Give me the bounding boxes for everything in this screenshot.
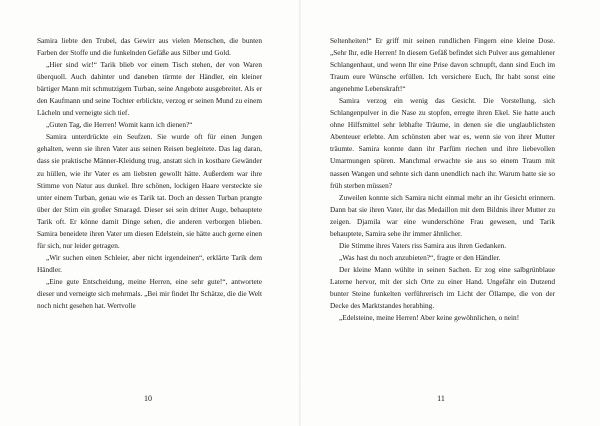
paragraph: Zuweilen konnte sich Samira nicht einmal mehr an ihr Gesicht erinnern. Dann bat sie ihren Vater, ihr das Medaillon mit dem Bildnis ihrer Mutter zu zeigen. Djamila war eine wunderschöne Frau gewesen, und Tarik behauptete, Samira sehe ihr immer ähnlicher.: [330, 192, 555, 238]
book-gutter: [299, 0, 301, 426]
paragraph: Seltenheiten!“ Er griff mit seinen rundlichen Fingern eine kleine Dose. „Sehr Ihr, edle Herren! In diesem Gefäß befindet sich Pulver aus gemahlener Schlangenhaut, und wenn Ihr eine Prise davon schnupft, dann sind Euch im Traum eure Wünsche erfüllen. Ich versichere Euch, Ihr habt sonst eine angenehme Lebenskraft!“: [330, 36, 555, 94]
right-page-text: [330, 35, 555, 395]
paragraph: Der kleine Mann wühlte in seinen Sachen. Er zog eine salbgrünblaue Laterne hervor, mit der sich Orte zu einer Hand. Ungefähr ein Dutzend bunter Steine funkelten verführerisch im Licht der Öllampe, die von der Decke des Marktstandes herabhing.: [330, 264, 555, 311]
paragraph: Die Stimme ihres Vaters riss Samira aus ihren Gedanken.: [339, 240, 507, 250]
paragraph: Samira verzog ein wenig das Gesicht. Die Vorstellung, sich Schlangenpulver in die Nase zu stopfen, erregte ihren Ekel. Sie hatte auch ohne Hilfsmittel sehr lebhafte Träume, in denen sie die unglaublichsten Abenteuer erlebte. Am schönsten aber war es, wenn sie von ihrer Mutter träumte. Samira konnte dann ihr Parfüm riechen und ihre liebevollen Umarmungen spüren. Manchmal erwachte sie aus so einem Traum mit nassen Wangen und sehnte sich dann unendlich nach ihr. Warum hatte sie so früh sterben müssen?: [330, 96, 555, 190]
paragraph: „Guten Tag, die Herren! Womit kann ich dienen?“: [46, 120, 193, 130]
paragraph: „Edelsteine, meine Herren! Aber keine gewöhnlichen, o nein!: [339, 313, 520, 323]
paragraph: „Wir suchen einen Schleier, aber nicht irgendeinen“, erklärte Tarik dem Händler.: [37, 252, 262, 274]
left-page-text: [37, 35, 262, 395]
page-number-right: 11: [437, 394, 445, 403]
paragraph: „Hier sind wir!“ Tarik blieb vor einem Tisch stehen, der von Waren überquoll. Auch dahinter und daneben türmte der Händler, ein kleiner bärtiger Mann mit schmutzigem Turban, seine Angebote ausgebreitet. Als er den Kaufmann und seine Tochter erblickte, verzog er seinen Mund zu einem Lächeln und verneigte sich tief.: [37, 60, 262, 118]
paragraph: „Eine gute Entscheidung, meine Herren, eine sehr gute!“, antwortete dieser und verneigte sich mehrmals. „Bei mir findet Ihr Schätze, die die Welt noch nicht gesehen hat. Wertvolle: [37, 276, 262, 311]
page-number-left: 10: [144, 394, 152, 403]
paragraph: Samira unterdrückte ein Seufzen. Sie wurde oft für einen Jungen gehalten, wenn sie ihren Vater aus seinen Reisen begleitete. Das lag daran, dass sie praktische Männer-Kleidung trug, anstatt sich in kostbare Gewänder zu hüllen, wie ihr Vater es am liebsten gewollt hätte. Außerdem war ihre Stimme von Natur aus dunkel. Ihre schönen, lockigen Haare versteckte sie unter einem Turban, genau wie es Tarik tat. Doch an dessen Turban prangte über der Stirn ein großer Smaragd. Dieser sei sein dritter Auge, behauptete Tarik oft. Er könne damit Dinge sehen, die anderen verborgen blieben. Samira beneidete ihren Vater um diesen Edelstein, sie hätte auch gerne einen für sich, nur leider getragen.: [37, 132, 262, 250]
paragraph: Samira liebte den Trubel, das Gewirr aus vielen Menschen, die bunten Farben der Stoffe und die funkelnden Gefäße aus Silber und Gold.: [37, 36, 262, 58]
paragraph: „Was hast du noch anzubieten?“, fragte er den Händler.: [339, 252, 501, 262]
